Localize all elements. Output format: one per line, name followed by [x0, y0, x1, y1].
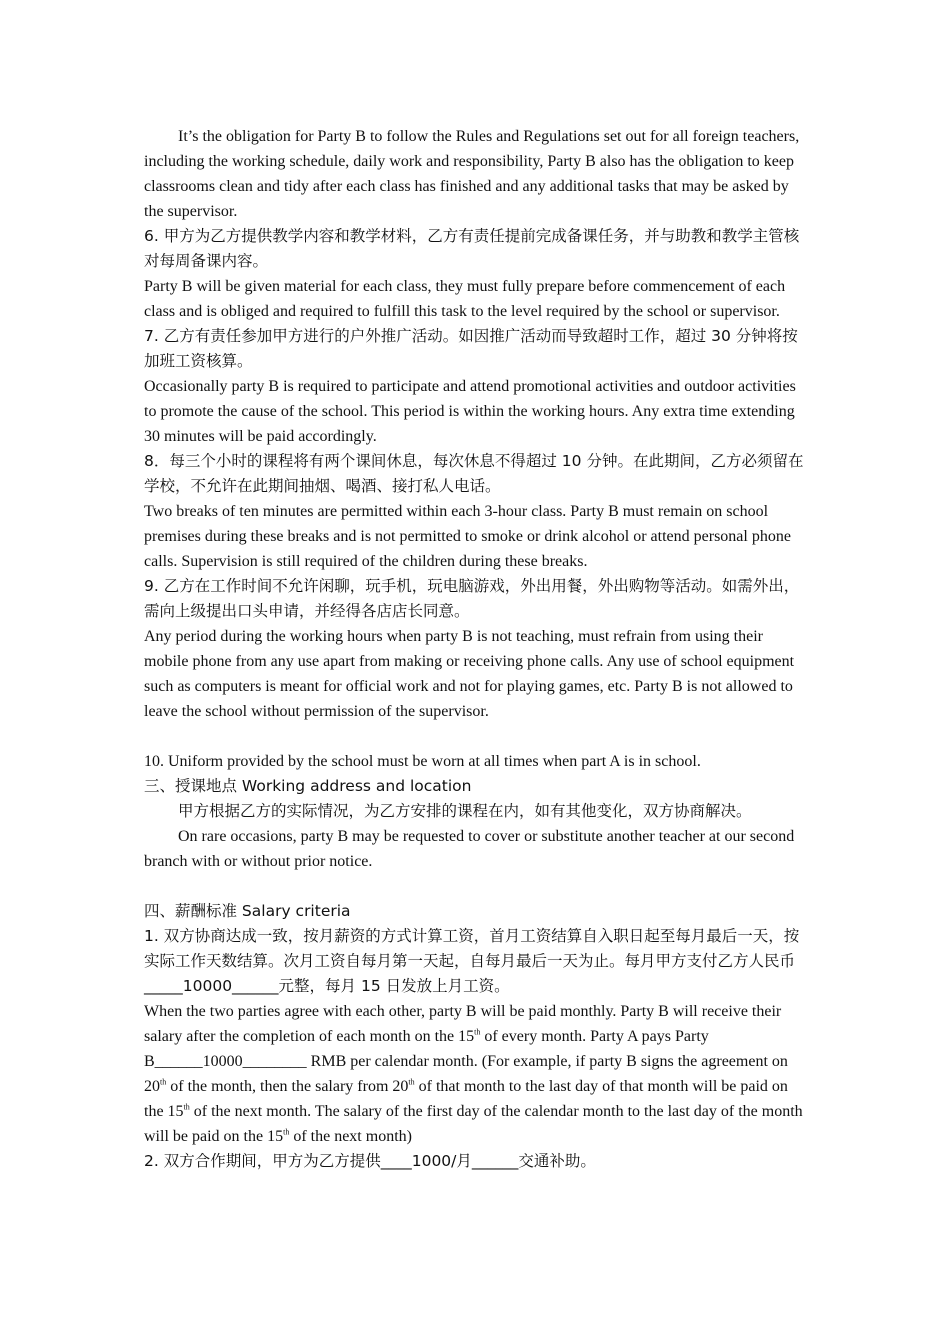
- clause-9-cn: 9. 乙方在工作时间不允许闲聊，玩手机，玩电脑游戏，外出用餐，外出购物等活动。如需外出，需向上级提出口头申请，并经得各店店长同意。: [144, 577, 800, 620]
- salary-clause-1-cn: 1. 双方协商达成一致，按月薪资的方式计算工资，首月工资结算自入职日起至每月最后一天，按实际工作天数结算。次月工资自每月第一天起，自每月最后一天为止。每月甲方支付乙方人民币_____10000______元整，每月 15 日发放上月工资。: [144, 927, 800, 995]
- ordinal-suffix: th: [408, 1077, 415, 1087]
- clause-6-cn: 6. 甲方为乙方提供教学内容和教学材料，乙方有责任提前完成备课任务，并与助教和教学主管核对每周备课内容。: [144, 227, 800, 270]
- blank-line: [144, 874, 808, 899]
- clause-7-cn: 7. 乙方有责任参加甲方进行的户外推广活动。如因推广活动而导致超时工作，超过 30 分钟将按加班工资核算。: [144, 327, 798, 370]
- salary-text: of the next month. The salary of the first day of the calendar month to the last day of the month will be paid on the 15: [144, 1103, 803, 1145]
- clause-10-en: 10. Uniform provided by the school must be worn at all times when part A is in school.: [144, 753, 701, 770]
- salary-text: of every month. Party A pays Party B______10000________ RMB per calendar month. (For example, if party B signs the agreement on 20: [144, 1028, 788, 1095]
- salary-text: of the month, then the salary from 20: [166, 1078, 409, 1095]
- salary-text: of that month to the last day of that month will be paid on the 15: [144, 1078, 788, 1120]
- salary-text: of the next month): [289, 1128, 412, 1145]
- clause-8-cn: 8．每三个小时的课程将有两个课间休息，每次休息不得超过 10 分钟。在此期间，乙方必须留在学校，不允许在此期间抽烟、喝酒、接打私人电话。: [144, 452, 804, 495]
- document-page: [144, 124, 808, 1174]
- section-3-cn: 甲方根据乙方的实际情况，为乙方安排的课程在内，如有其他变化，双方协商解决。: [178, 802, 752, 820]
- ordinal-suffix: th: [474, 1027, 481, 1037]
- ordinal-suffix: th: [160, 1077, 167, 1087]
- section-3-en: On rare occasions, party B may be requested to cover or substitute another teacher at our second branch with or without prior notice.: [144, 828, 795, 870]
- clause-6-en: Party B will be given material for each class, they must fully prepare before commencement of each class and is obliged and required to fulfill this task to the level required by the school or supervisor.: [144, 278, 786, 320]
- obligation-paragraph-en: It’s the obligation for Party B to follow the Rules and Regulations set out for all foreign teachers, including the working schedule, daily work and responsibility, Party B also has the obligation to keep classrooms clean and tidy after each class has finished and any additional tasks that may be asked by the supervisor.: [144, 128, 800, 220]
- clause-7-en: Occasionally party B is required to participate and attend promotional activities and outdoor activities to promote the cause of the school. This period is within the working hours. Any extra time extending 30 minutes will be paid accordingly.: [144, 378, 796, 445]
- section-4-heading: 四、薪酬标准 Salary criteria: [144, 902, 351, 920]
- salary-text: When the two parties agree with each other, party B will be paid monthly. Party B will receive their salary after the completion of each month on the 15: [144, 1003, 782, 1045]
- blank-line: [144, 724, 808, 749]
- clause-9-en: Any period during the working hours when party B is not teaching, must refrain from using their mobile phone from any use apart from making or receiving phone calls. Any use of school equipment such as computers is meant for official work and not for playing games, etc. Party B is not allowed to leave the school without permission of the supervisor.: [144, 628, 795, 720]
- clause-8-en: Two breaks of ten minutes are permitted within each 3-hour class. Party B must remain on school premises during these breaks and is not permitted to smoke or drink alcohol or attend personal phone calls. Supervision is still required of the children during these breaks.: [144, 503, 791, 570]
- salary-clause-1-en: [144, 999, 808, 1149]
- ordinal-suffix: th: [183, 1102, 190, 1112]
- salary-clause-2-cn: 2. 双方合作期间，甲方为乙方提供____1000/月______交通补助。: [144, 1152, 596, 1170]
- ordinal-suffix: th: [283, 1127, 290, 1137]
- section-3-heading: 三、授课地点 Working address and location: [144, 777, 472, 795]
